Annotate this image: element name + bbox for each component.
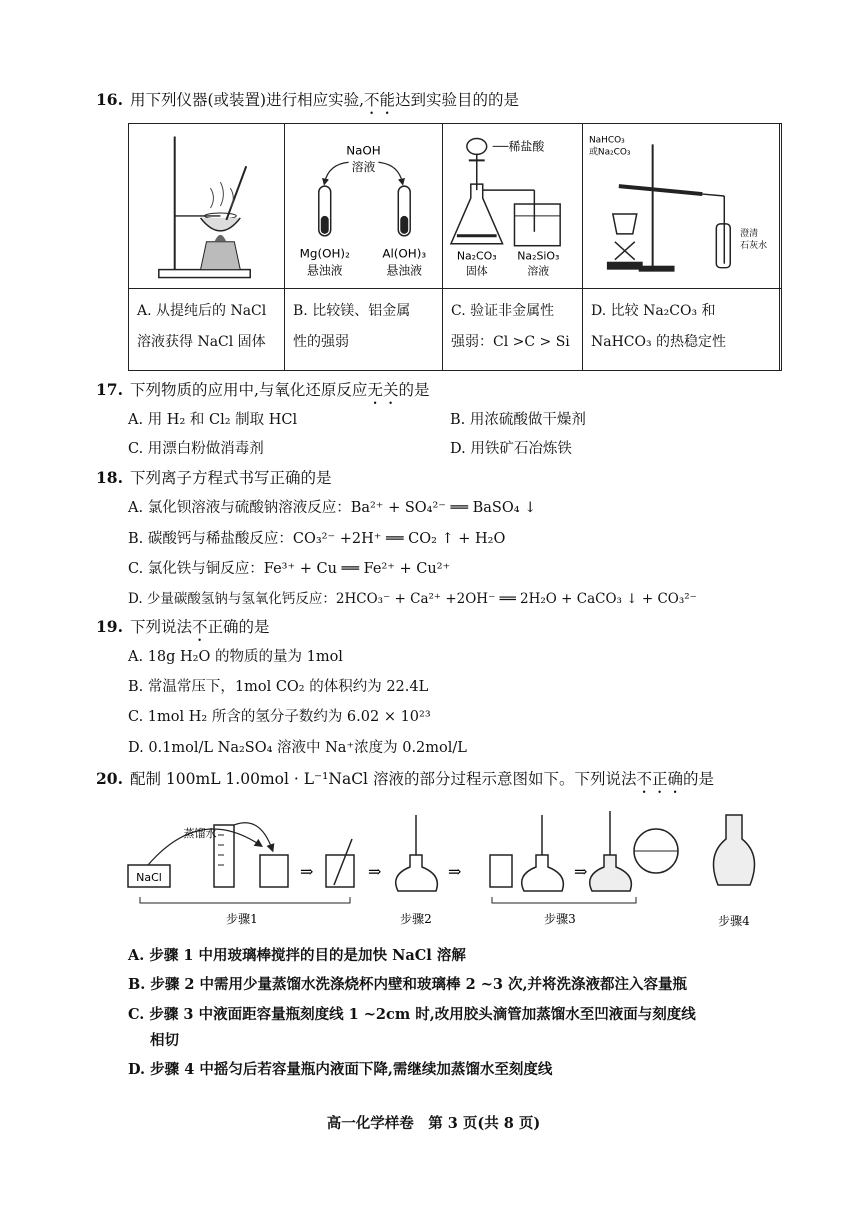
solution-label-c: 溶液	[527, 264, 550, 278]
acid-funnel-figure	[443, 124, 582, 288]
q18-option-d: D. 少量碳酸氢钠与氢氧化钙反应：2HCO₃⁻ + Ca²⁺ +2OH⁻ ══ 2H₂O + CaCO₃ ↓ + CO₃²⁻	[128, 591, 697, 607]
or-na2co3-label: 或Na₂CO₃	[588, 147, 631, 158]
arrow-icon: ⇒	[574, 862, 588, 881]
q20-option-a: A. 步骤 1 中用玻璃棒搅拌的目的是加快 NaCl 溶解	[128, 947, 466, 964]
naoh-label: NaOH	[346, 143, 381, 158]
caption-d: D. 比较 Na₂CO₃ 和 NaHCO₃ 的热稳定性	[591, 303, 727, 350]
solution-preparation-figure	[120, 805, 770, 935]
table-cell-a	[129, 124, 285, 370]
q20-option-c: C. 步骤 3 中液面距容量瓶刻度线 1 ~2cm 时,改用胶头滴管加蒸馏水至凹液面与刻度线	[128, 1006, 696, 1023]
evaporation-apparatus-figure	[129, 124, 284, 288]
step1-label: 步骤1	[226, 912, 258, 926]
question-19-stem: 19. 下列说法不正确的是	[96, 617, 270, 636]
q17-option-a: A. 用 H₂ 和 Cl₂ 制取 HCl	[128, 412, 298, 428]
acid-label: 稀盐酸	[508, 139, 545, 154]
na2sio3-label: Na₂SiO₃	[517, 249, 560, 263]
caption-b: B. 比较镁、铝金属 性的强弱	[293, 303, 411, 350]
al-label: Al(OH)₃	[382, 246, 427, 261]
lime-water-label-2: 石灰水	[740, 240, 768, 251]
test-tubes-figure	[285, 124, 442, 288]
table-divider	[129, 288, 781, 289]
q20-option-d: D. 步骤 4 中摇匀后若容量瓶内液面下降,需继续加蒸馏水至刻度线	[128, 1061, 553, 1078]
nacl-label: NaCl	[136, 871, 162, 884]
mg-label: Mg(OH)₂	[299, 246, 350, 261]
table-cell-d	[583, 124, 780, 370]
table-cell-c	[443, 124, 583, 370]
q17-option-d: D. 用铁矿石冶炼铁	[450, 441, 572, 457]
na2co3-label: Na₂CO₃	[456, 249, 497, 263]
question-18-stem: 18. 下列离子方程式书写正确的是	[96, 468, 332, 487]
mg-suspension-label: 悬浊液	[306, 263, 343, 278]
step4-label: 步骤4	[718, 914, 750, 928]
al-suspension-label: 悬浊液	[386, 263, 423, 278]
heating-stability-figure	[583, 124, 779, 288]
q19-option-c: C. 1mol H₂ 所含的氢分子数约为 6.02 × 10²³	[128, 709, 431, 725]
water-label: 蒸馏水	[183, 827, 217, 840]
question-20-stem: 20. 配制 100mL 1.00mol · L⁻¹NaCl 溶液的部分过程示意图如下。下列说法不正确的是	[96, 769, 714, 788]
step2-label: 步骤2	[400, 912, 432, 926]
arrow-icon: ⇒	[368, 862, 382, 881]
question-16-table	[128, 123, 782, 371]
q18-option-a: A. 氯化钡溶液与硫酸钠溶液反应：Ba²⁺ + SO₄²⁻ ══ BaSO₄ ↓	[128, 500, 537, 516]
caption-a: A. 从提纯后的 NaCl 溶液获得 NaCl 固体	[137, 303, 267, 350]
q18-option-c: C. 氯化铁与铜反应：Fe³⁺ + Cu ══ Fe²⁺ + Cu²⁺	[128, 561, 451, 577]
arrow-icon: ⇒	[300, 862, 314, 881]
q17-option-c: C. 用漂白粉做消毒剂	[128, 441, 264, 457]
nahco3-label: NaHCO₃	[588, 135, 625, 146]
step3-label: 步骤3	[544, 912, 576, 926]
arrow-icon: ⇒	[448, 862, 462, 881]
lime-water-label-1: 澄清	[740, 228, 759, 239]
q18-option-b: B. 碳酸钙与稀盐酸反应：CO₃²⁻ +2H⁺ ══ CO₂ ↑ + H₂O	[128, 531, 506, 547]
question-17-stem: 17. 下列物质的应用中,与氧化还原反应无关的是	[96, 380, 430, 399]
q20-option-c-continued: 相切	[150, 1032, 179, 1049]
q19-option-a: A. 18g H₂O 的物质的量为 1mol	[128, 649, 343, 665]
q19-option-b: B. 常温常压下，1mol CO₂ 的体积约为 22.4L	[128, 679, 429, 695]
table-cell-b	[285, 124, 443, 370]
page-footer: 高一化学样卷 第 3 页(共 8 页)	[326, 1115, 541, 1132]
q17-option-b: B. 用浓硫酸做干燥剂	[450, 412, 586, 428]
solution-label: 溶液	[351, 160, 376, 175]
q19-option-d: D. 0.1mol/L Na₂SO₄ 溶液中 Na⁺浓度为 0.2mol/L	[128, 740, 467, 756]
caption-c: C. 验证非金属性 强弱：Cl >C > Si	[451, 303, 570, 350]
solid-label: 固体	[465, 264, 488, 278]
question-16-stem: 16. 用下列仪器(或装置)进行相应实验,不能达到实验目的的是	[96, 90, 520, 109]
q20-option-b: B. 步骤 2 中需用少量蒸馏水洗涤烧杯内壁和玻璃棒 2 ~3 次,并将洗涤液都注入容量瓶	[128, 976, 688, 993]
